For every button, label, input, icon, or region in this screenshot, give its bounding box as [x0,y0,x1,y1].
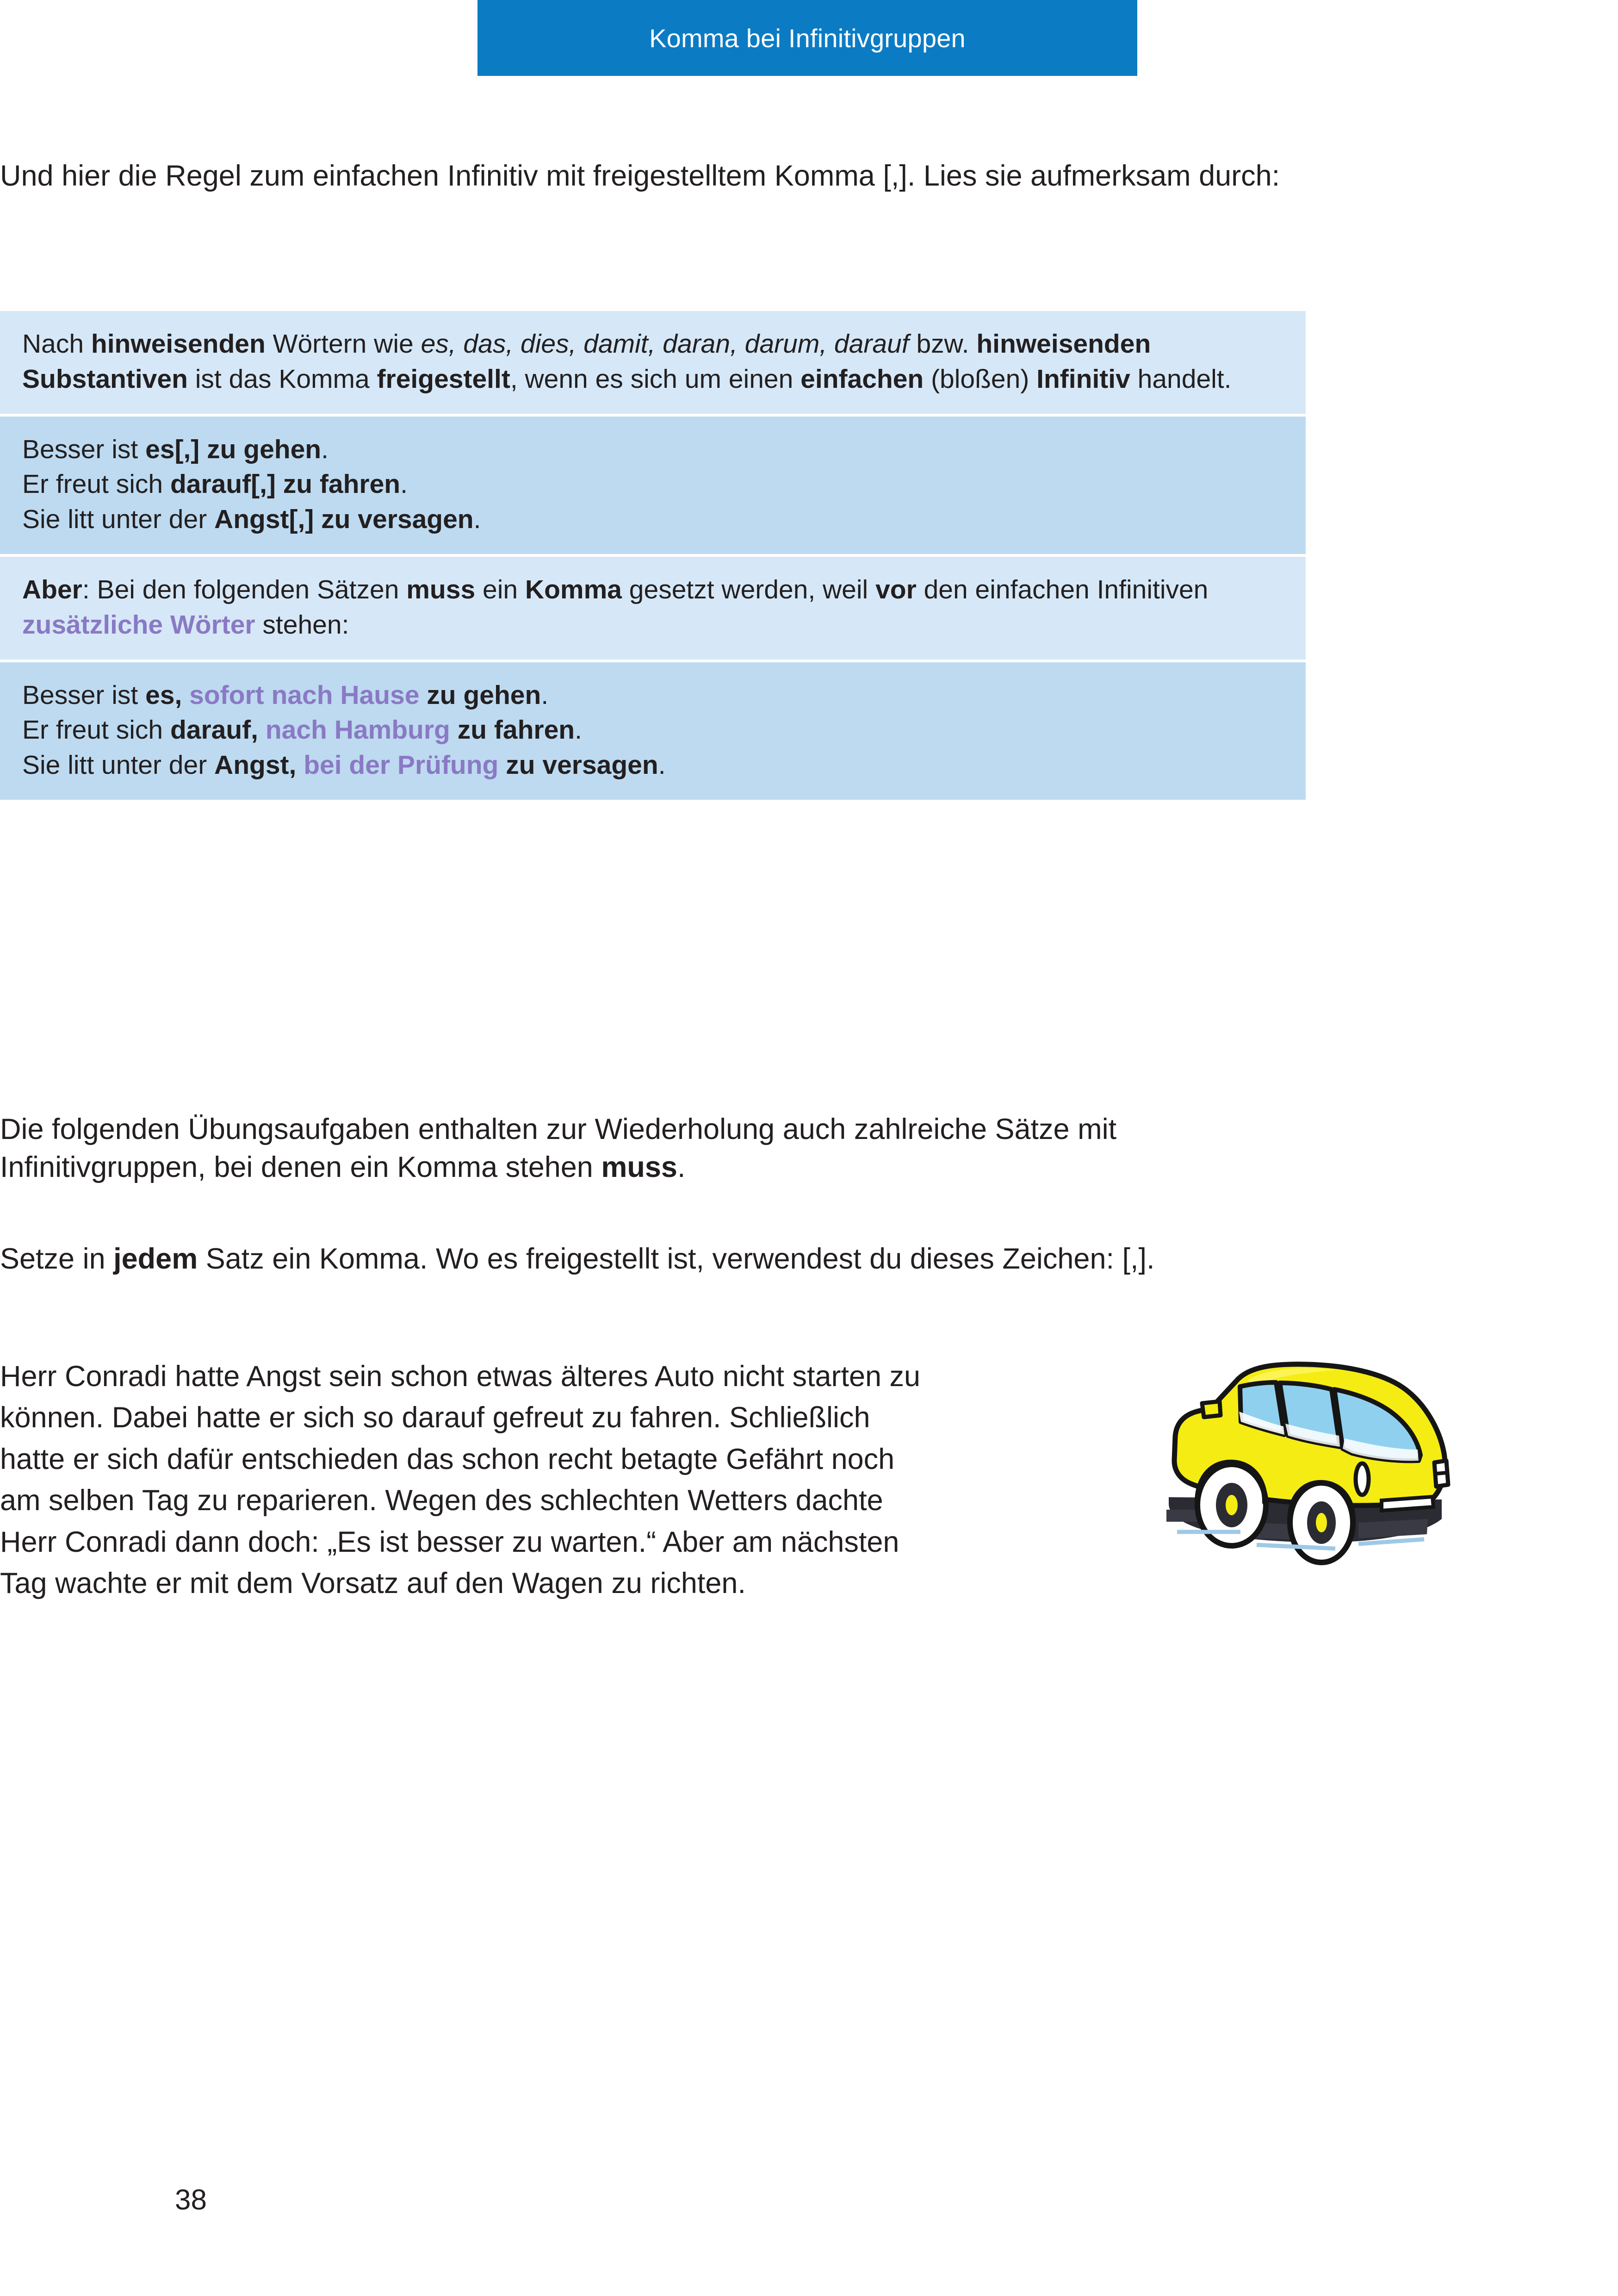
repetition-bold-muss: muss [601,1151,677,1183]
rule-text-7: handelt. [1130,364,1232,394]
example-bold: Angst[,] zu versagen [214,504,474,535]
exercise-body-sentence: Herr Conradi hatte Angst sein schon etwas älteres Auto nicht starten zu können. Dabei hatte er sich so darauf gefreut zu fahren. Schließlich hatte er sich dafür entschieden das schon recht betagte Gefährt noch am selben Tag zu reparieren. Wegen des schlechten Wetters dachte Herr Conradi dann doch: „Es ist besser zu warten.“ Aber am nächsten Tag wachte er mit dem Vorsatz auf den Wagen zu richten. [0,1360,921,1600]
car-wheel-front [1290,1483,1353,1562]
car-bumper [1382,1497,1433,1511]
example-prefix: Besser ist [22,434,146,464]
note-bold-muss: muss [406,574,476,604]
example-suffix: . [473,504,481,535]
example-prefix: Er freut sich [22,469,170,499]
rule-italic-1: es, das, dies, damit, daran, darum, darauf [421,329,909,359]
repetition-paragraph [0,1111,1291,1187]
example-line [22,467,1283,502]
repetition-text-2: . [677,1151,686,1183]
example-bold-anchor: es, [145,680,182,710]
car-ground-line [1358,1539,1424,1544]
example-bold-infinitive: zu fahren [450,715,575,745]
rule-text-4: ist das Komma [187,364,377,394]
example-bold-anchor: Angst, [214,750,297,780]
example-purple-insert: sofort nach Hause [182,680,420,710]
example-prefix: Sie litt unter der [22,750,215,780]
rule-text-6: (bloßen) [924,364,1037,394]
example-line [22,502,1283,537]
note-text-4: den einfachen Infinitiven [916,574,1209,604]
rule-text-1: Nach [22,329,91,359]
note-bold-komma: Komma [525,574,622,604]
example-prefix: Besser ist [22,680,146,710]
rule-bold-4: einfachen [800,364,924,394]
example-prefix: Er freut sich [22,715,170,745]
intro-line-1: Und hier die Regel zum einfachen Infinitiv mit freigestelltem Komma [,]. [0,160,916,192]
page-number: 38 [175,2184,207,2216]
illustration-text-wrap-spacer [939,1356,1291,1560]
example-suffix: . [575,715,582,745]
rule-bold-2: hinweisenden Substantiven [22,329,1151,394]
example-line [22,678,1283,713]
example-line [22,748,1283,783]
instruction-bold-jedem: jedem [113,1243,198,1275]
note-text-1: : Bei den folgenden Sätzen [82,574,407,604]
example-bold-infinitive: zu versagen [498,750,658,780]
note-text-5: stehen: [255,610,349,640]
page-title: Komma bei Infinitivgruppen [649,23,966,53]
rule-bold-5: Infinitiv [1036,364,1130,394]
note-bold-aber: Aber [22,574,82,604]
exercise-body-text [0,1356,1291,1605]
rule-band-definition [0,311,1306,414]
repetition-text-1: Die folgenden Übungsaufgaben enthalten zur Wiederholung auch zahlreiche Sätze mit Infinitivgruppen, bei denen ein Komma stehen [0,1113,1117,1183]
example-bold: darauf[,] zu fahren [170,469,401,499]
example-line [22,432,1283,467]
example-bold-infinitive: zu gehen [419,680,541,710]
example-suffix: . [658,750,666,780]
rule-bold-1: hinweisenden [91,329,266,359]
exercise-43 [0,1240,1291,1278]
note-text-3: gesetzt werden, weil [621,574,876,604]
rule-bold-3: freigestellt [377,364,510,394]
example-purple-insert: nach Hamburg [258,715,450,745]
rule-text-5: , wenn es sich um einen [510,364,801,394]
rule-band-examples-optional [0,417,1306,554]
example-suffix: . [541,680,549,710]
note-text-2: ein [475,574,525,604]
rule-band-exception-note [0,557,1306,660]
page-header-bar [477,0,1137,76]
note-bold-vor: vor [875,574,917,604]
rule-box [0,311,1306,800]
rule-band-examples-mandatory [0,662,1306,800]
instruction-text-2: Satz ein Komma. Wo es freigestellt ist, verwendest du dieses Zeichen: [,]. [198,1243,1155,1275]
example-suffix: . [400,469,408,499]
intro-line-2: Lies sie aufmerksam durch: [923,160,1280,192]
intro-paragraph [0,157,1291,195]
example-bold: es[,] zu gehen [145,434,322,464]
example-line [22,713,1283,748]
car-tail-light [1434,1461,1448,1487]
car-door-handle [1356,1463,1369,1495]
note-highlight-purple: zusätzliche Wörter [22,610,255,640]
example-prefix: Sie litt unter der [22,504,215,535]
instruction-text-1: Setze in [0,1243,114,1275]
example-bold-anchor: darauf, [170,715,258,745]
car-windscreen [1334,1389,1420,1461]
rule-text-3: bzw. [909,329,977,359]
exercise-instruction [0,1240,1291,1278]
example-suffix: . [321,434,329,464]
example-purple-insert: bei der Prüfung [296,750,499,780]
rule-text-2: Wörtern wie [265,329,421,359]
